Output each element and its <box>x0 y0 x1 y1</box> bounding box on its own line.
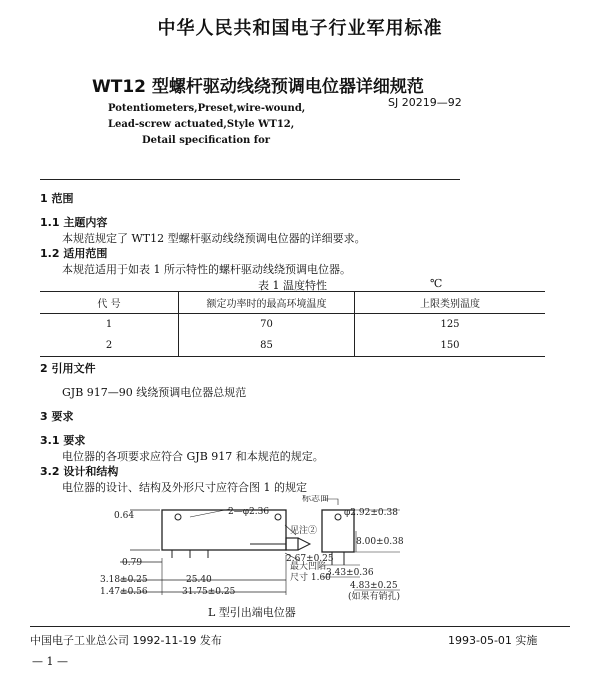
side-leads <box>332 552 344 565</box>
english-title-line-2: Lead-screw actuated,Style WT12, <box>108 119 295 130</box>
dim-0-64: 0.64 <box>114 511 135 521</box>
mounting-hole <box>275 514 281 520</box>
section-1-2-text: 本规范适用于如表 1 所示特性的螺杆驱动线绕预调电位器。 <box>62 263 351 276</box>
dim-8-00: 8.00±0.38 <box>356 537 404 547</box>
dim-31-75: 31.75±0.25 <box>182 587 236 597</box>
section-2-heading: 2 引用文件 <box>40 362 96 375</box>
title-divider <box>40 179 460 180</box>
dim-4-83: 4.83±0.25 <box>350 581 398 591</box>
table-cell: 1 <box>105 319 113 330</box>
table-cell: 150 <box>355 335 546 357</box>
table-cell: 2 <box>105 340 113 351</box>
publisher-line: 中国电子工业总公司 1992-11-19 发布 <box>30 634 222 647</box>
standard-header: 中华人民共和国电子行业军用标准 <box>157 18 443 39</box>
side-dimension-lines <box>322 510 400 590</box>
table-header-code: 代 号 <box>97 299 121 310</box>
terminal-leads <box>172 550 208 558</box>
with-hole-note: (如果有销孔) <box>348 592 401 602</box>
figure-1-caption: L 型引出端电位器 <box>208 606 296 619</box>
dim-3-43: 3.43±0.36 <box>326 568 374 578</box>
dim-hole: 2—φ2.36 <box>228 507 270 517</box>
dim-1-47: 1.47±0.56 <box>100 587 148 597</box>
dim-25-40: 25.40 <box>186 575 212 585</box>
mounting-hole <box>175 514 181 520</box>
section-3-heading: 3 要求 <box>40 410 74 423</box>
temperature-table <box>40 291 545 357</box>
figure-1-drawing <box>100 495 500 625</box>
document-title: WT12 型螺杆驱动线绕预调电位器详细规范 <box>92 77 424 97</box>
table-cell: 85 <box>179 335 355 357</box>
section-2-text: GJB 917—90 线绕预调电位器总规范 <box>62 386 247 399</box>
section-3-1-text: 电位器的各项要求应符合 GJB 917 和本规范的规定。 <box>62 450 324 463</box>
table-1-unit: ℃ <box>430 277 443 290</box>
table-1-caption: 表 1 温度特性 <box>258 279 327 292</box>
effective-date: 1993-05-01 实施 <box>448 634 538 647</box>
footer-divider <box>30 626 570 627</box>
section-3-2-text: 电位器的设计、结构及外形尺寸应符合图 1 的规定 <box>62 481 307 494</box>
lead-wire-right <box>298 538 310 550</box>
recess-size-label: 尺寸 1.60 <box>290 573 331 583</box>
section-1-1-heading: 1.1 主题内容 <box>40 216 108 229</box>
table-cell: 70 <box>179 314 355 336</box>
table-header-row <box>40 292 545 314</box>
section-3-1-heading: 3.1 要求 <box>40 434 86 447</box>
section-1-heading: 1 范围 <box>40 192 74 205</box>
section-1-2-heading: 1.2 适用范围 <box>40 247 108 260</box>
see-note-label: 见注② <box>290 526 318 536</box>
table-header-upper-category: 上限类别温度 <box>355 292 546 314</box>
max-recess-label: 最大凹陷 <box>290 562 327 572</box>
section-1-1-text: 本规范规定了 WT12 型螺杆驱动线绕预调电位器的详细要求。 <box>62 232 366 245</box>
dim-3-18: 3.18±0.25 <box>100 575 148 585</box>
table-header-max-ambient: 额定功率时的最高环境温度 <box>179 292 355 314</box>
document-code: SJ 20219—92 <box>388 96 462 109</box>
table-row <box>40 335 545 357</box>
english-title-line-1: Potentiometers,Preset,wire-wound, <box>108 103 306 114</box>
page-number: — 1 — <box>32 655 68 668</box>
dim-2-92: φ2.92±0.38 <box>344 508 398 518</box>
table-row <box>40 314 545 336</box>
english-title-line-3: Detail specification for <box>142 135 271 146</box>
dim-2-67: 2.67±0.25 <box>286 554 334 564</box>
section-3-2-heading: 3.2 设计和结构 <box>40 465 119 478</box>
side-pin-hole <box>335 514 341 520</box>
adjust-screw-head <box>286 538 298 550</box>
mark-face-label: 标志面 <box>302 495 330 504</box>
dim-0-79: 0.79 <box>122 558 143 568</box>
table-cell: 125 <box>355 314 546 336</box>
